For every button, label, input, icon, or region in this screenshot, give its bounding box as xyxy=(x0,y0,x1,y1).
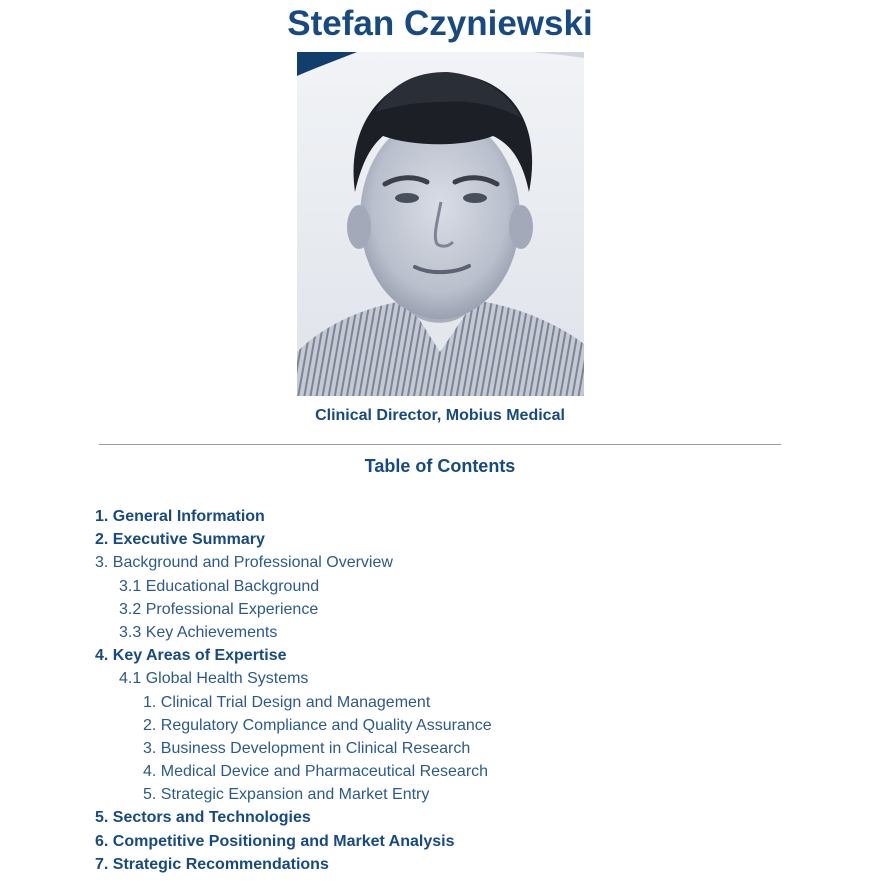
toc-item-general-information[interactable]: 1. General Information xyxy=(95,508,265,525)
profile-photo xyxy=(297,52,584,396)
table-of-contents xyxy=(95,505,492,876)
toc-item-strategic-recommendations[interactable]: 7. Strategic Recommendations xyxy=(95,855,329,873)
toc-item-strategic-expansion[interactable]: 5. Strategic Expansion and Market Entry xyxy=(143,786,430,804)
toc-item-key-achievements[interactable]: 3.3 Key Achievements xyxy=(119,623,278,641)
toc-item-medical-device-research[interactable]: 4. Medical Device and Pharmaceutical Research xyxy=(143,763,489,781)
toc-item-sectors-technologies[interactable]: 5. Sectors and Technologies xyxy=(95,809,311,827)
toc-item-background-overview[interactable]: 3. Background and Professional Overview xyxy=(95,554,393,572)
toc-item-clinical-trial-design[interactable]: 1. Clinical Trial Design and Management xyxy=(143,693,431,711)
page-title: Stefan Czyniewski xyxy=(287,4,593,43)
toc-item-professional-experience[interactable]: 3.2 Professional Experience xyxy=(119,600,319,618)
toc-item-global-health-systems[interactable]: 4.1 Global Health Systems xyxy=(119,670,309,688)
toc-item-educational-background[interactable]: 3.1 Educational Background xyxy=(119,577,320,595)
profile-caption: Clinical Director, Mobius Medical xyxy=(315,407,565,424)
toc-item-competitive-positioning[interactable]: 6. Competitive Positioning and Market Analysis xyxy=(95,832,455,850)
section-divider xyxy=(99,444,781,445)
toc-title: Table of Contents xyxy=(364,456,516,476)
toc-item-executive-summary[interactable]: 2. Executive Summary xyxy=(95,531,265,549)
toc-item-regulatory-compliance[interactable]: 2. Regulatory Compliance and Quality Assurance xyxy=(143,716,492,734)
toc-item-business-development[interactable]: 3. Business Development in Clinical Research xyxy=(143,739,471,757)
toc-item-key-areas-expertise[interactable]: 4. Key Areas of Expertise xyxy=(95,647,287,665)
